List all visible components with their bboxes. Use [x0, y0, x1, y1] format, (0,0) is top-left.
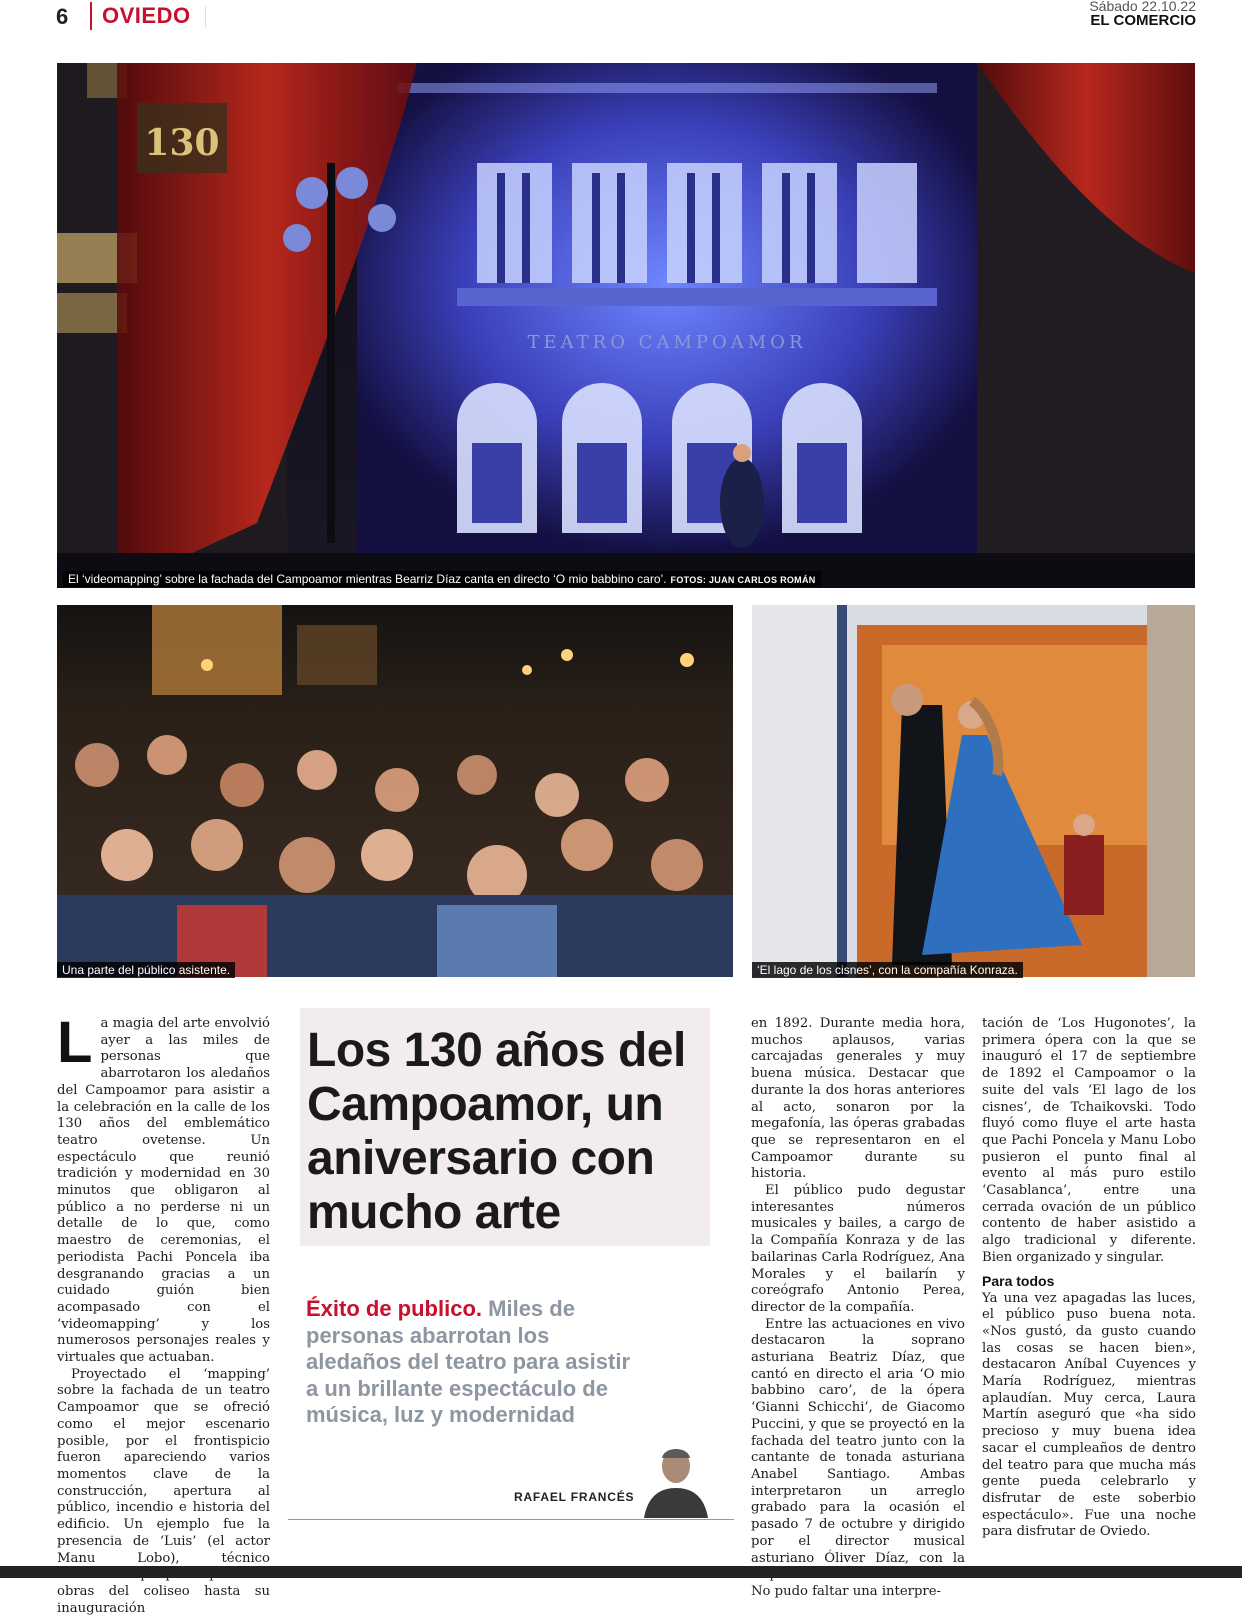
column-1-paragraph-2: Proyectado el ‘mapping’ sobre la fachada de un teatro Campoamor que se ofreció como el mejor escenario posible, por el frontispicio fueron apareciendo varios momentos clave de la construcción, apertura al público, incendio e historia del edificio. Un ejemplo fue la presencia de ‘Luis’ (el actor Manu Lobo), técnico obras del coliseo hasta su inauguración — [57, 1366, 270, 1616]
column-1-paragraph-1 — [57, 1010, 270, 1367]
column-3-paragraph-2: El público pudo degustar interesantes números musicales y bailes, a cargo de la Compañía Konraza y de las bailarinas Carla Rodríguez, Ana Morales y el bailarín y coreógrafo Antonio Perea, director de la compañía. — [751, 1183, 965, 1315]
column-4-paragraph-1: tación de ‘Los Hugonotes’, la primera ópera con la que se inauguró el 17 de septiembre de 1892 el Campoamor o la suite del vals ‘El lago de los cisnes’, de Tchaikovski. Todo fluyó como fluye el arte hasta que Pachi Poncela y Manu Lobo pusieron el punto final al evento al más puro estilo ‘Casablanca’, entre una cerrada ovación de un público contento de haber asistido a algo tradicional y diferente. Bien organizado y singular. — [982, 1016, 1196, 1265]
section-divider — [90, 2, 92, 30]
lead-kicker: Éxito de publico. — [306, 1296, 483, 1321]
photo-credit: FOTOS: JUAN CARLOS ROMÁN — [670, 575, 816, 585]
lead-text: Miles de personas abarrotan los aledaños del teatro para asistir a un brillante espectáculo de música, luz y modernidad — [306, 1296, 631, 1427]
author-byline: RAFAEL FRANCÉS — [514, 1490, 635, 1504]
newspaper-name: EL COMERCIO — [1090, 12, 1196, 29]
dance-photo-caption: ‘El lago de los cisnes’, con la compañía Konraza. — [752, 962, 1023, 978]
article-column-3 — [751, 1016, 965, 1601]
byline-rule — [288, 1519, 734, 1520]
dance-illustration — [752, 605, 1195, 977]
article-column-4 — [982, 1016, 1196, 1541]
facade-illustration — [57, 63, 1195, 588]
article-column-1 — [57, 1010, 270, 1617]
issue-date: Sábado 22.10.22 — [1089, 0, 1196, 14]
crowd-photo-caption: Una parte del público asistente. — [57, 962, 235, 978]
article-lead — [306, 1296, 636, 1429]
crowd-photo — [57, 605, 733, 977]
author-photo — [638, 1438, 714, 1518]
page-bottom-bar — [0, 1566, 1242, 1578]
main-photo-caption — [63, 571, 821, 587]
column-1-paragraph-1-text: a magia del arte envolvió ayer a las miles de personas que abarrotaron los aledaños del Campoamor para asistir a la celebración en la calle de los 130 años del emblemático teatro ovetense. Un espectáculo que reunió tradición y modernidad en 30 minutos que obligaron al público a no perderse ni un detalle de lo que, como maestro de ceremonias, el periodista Pachi Poncela iba desgranando gracias a un cuidado guión bien acompasado con el ‘videomapping’ y los numerosos personajes reales y virtuales que actuaban. — [57, 1016, 270, 1366]
main-caption-text: El ‘videomapping’ sobre la fachada del Campoamor mientras Bearriz Díaz canta en directo ‘O mio babbino caro’. — [68, 572, 667, 586]
column-4-subhead: Para todos — [982, 1272, 1055, 1289]
author-portrait — [638, 1438, 714, 1518]
page-number: 6 — [56, 4, 69, 29]
header-divider — [205, 6, 206, 28]
dance-photo — [752, 605, 1195, 977]
drop-cap: L — [57, 1010, 93, 1075]
anniversary-sign: 130 — [144, 122, 220, 164]
column-3-paragraph-3: Entre las actuaciones en vivo destacaron la soprano asturiana Beatriz Díaz, que cantó en directo el aria ‘O mio babbino caro’, de la ópera ‘Gianni Schicchi’, de Giacomo Puccini, y que se proyectó en la fachada del teatro junto con la cantante de tonada asturiana Anabel Santiago. Ambas interpretaron un arreglo grabado para la ocasión el pasado 7 de octubre y dirigido por el director musical asturiano Óliver Díaz, con la No pudo faltar una interpre- — [751, 1316, 965, 1599]
column-4-paragraph-2: Ya una vez apagadas las luces, el público puso buena nota. «Nos gustó, da gusto cuando las cosas se hacen bien», destacaron Aníbal Cuyences y María Rodríguez, mientras aplaudían. Muy cerca, Laura Martín aseguró que «ha sido precioso y muy buena idea sacar el cumpleaños de dentro del teatro para que mucha más gente pueda celebrarlo y disfrutar de este soberbio espectáculo». Fue una noche para disfrutar de Oviedo. — [982, 1290, 1196, 1540]
column-3-paragraph-1: en 1892. Durante media hora, muchos aplausos, varias carcajadas generales y muy buena música. Destacar que durante la dos horas anteriores al acto, sonaron por la megafonía, las óperas grabadas que se representaron en el Campoamor durante su historia. — [751, 1016, 965, 1182]
article-headline: Los 130 años del Campoamor, un aniversario con mucho arte — [307, 1024, 686, 1239]
facade-sign: TEATRO CAMPOAMOR — [527, 332, 807, 353]
crowd-illustration — [57, 605, 733, 977]
section-title: OVIEDO — [102, 3, 191, 28]
main-photo — [57, 63, 1195, 588]
